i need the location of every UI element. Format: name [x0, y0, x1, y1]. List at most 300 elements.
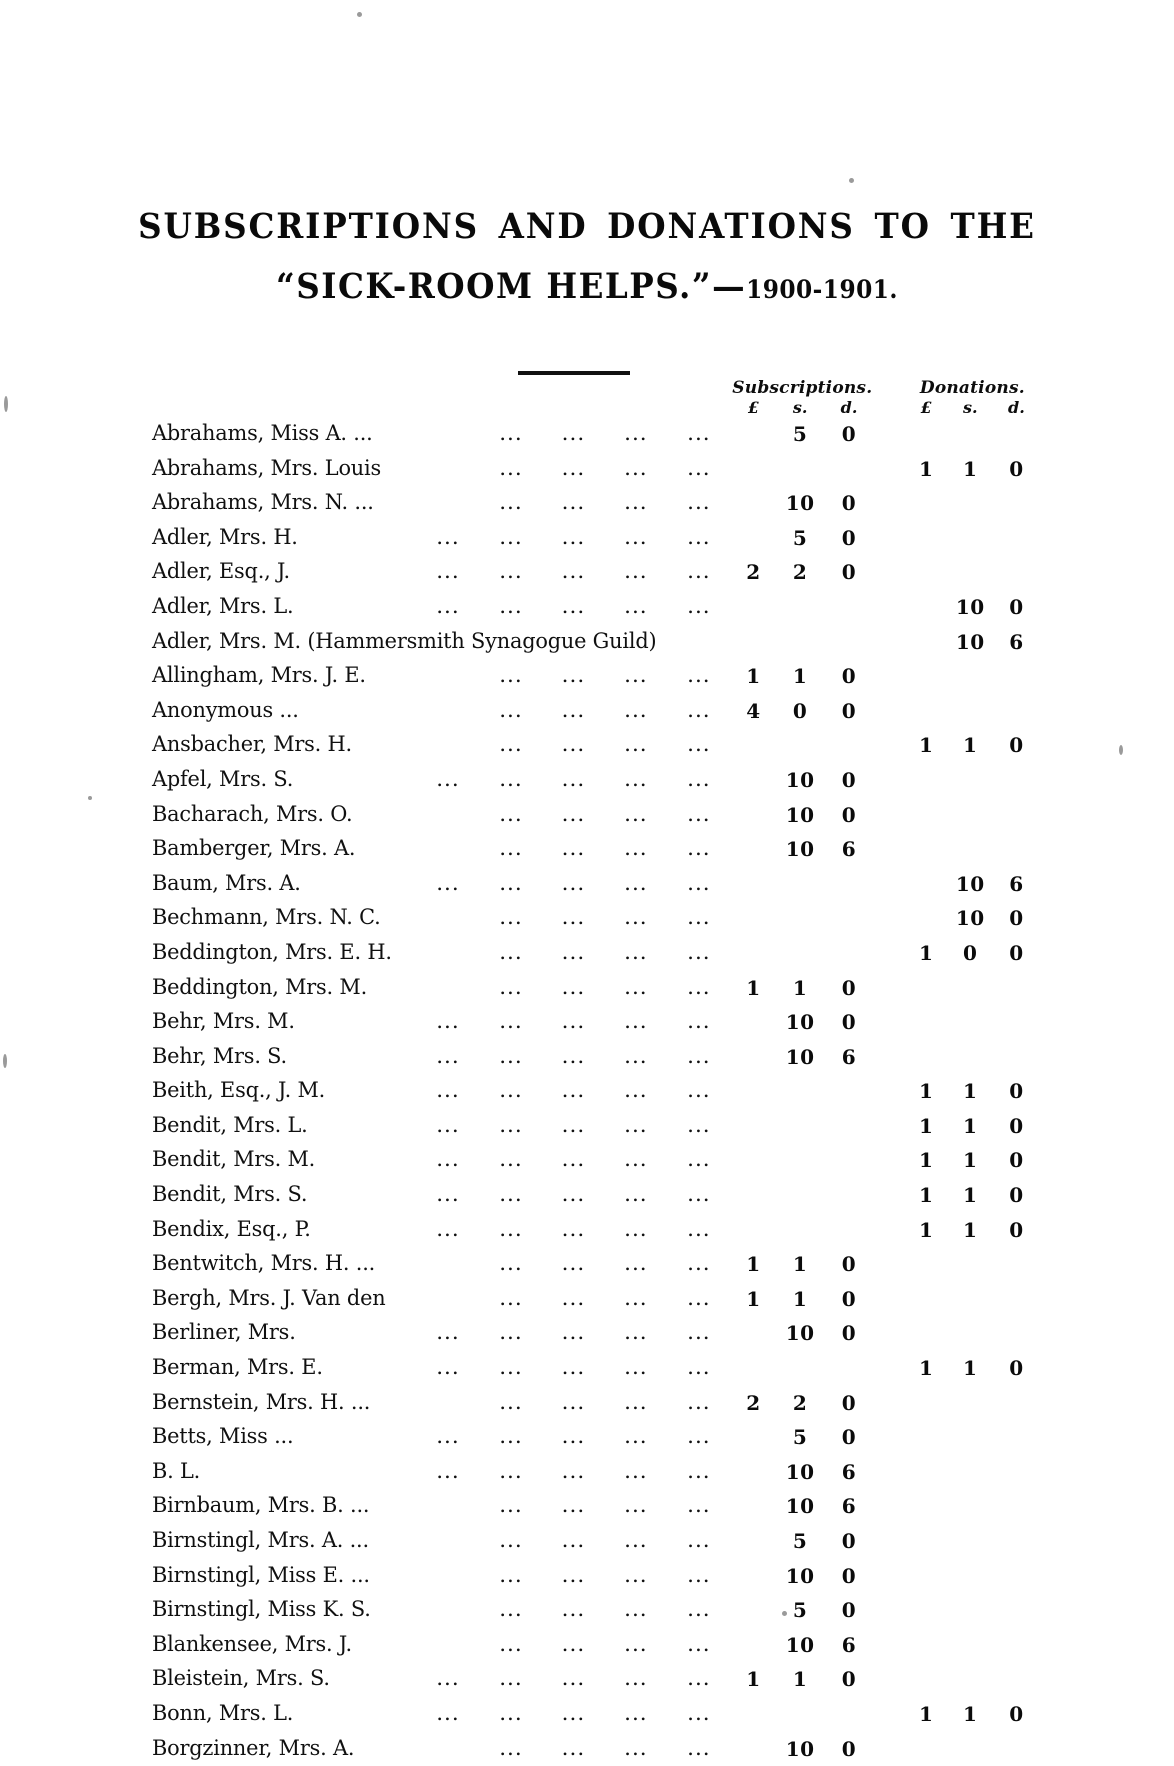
subscription-pounds	[731, 1524, 777, 1559]
column-gap	[874, 625, 905, 660]
leader-dots: ...	[499, 732, 523, 758]
leader-dots: ...	[499, 1320, 523, 1346]
donation-pounds	[905, 971, 948, 1006]
column-gap	[874, 590, 905, 625]
subscription-pence: 0	[841, 767, 857, 792]
subscription-shillings	[776, 867, 824, 902]
leader-dots: ...	[561, 732, 586, 758]
leader-dots: ...	[624, 1493, 648, 1519]
subscriber-name: Anonymous ...	[152, 697, 299, 723]
leader-dots: ...	[499, 1666, 523, 1692]
leader-dots: ...	[561, 1043, 586, 1069]
column-gap	[874, 798, 905, 833]
leader-dots: ...	[499, 1182, 523, 1208]
donation-shillings	[948, 1040, 993, 1075]
donation-pence	[993, 555, 1040, 590]
leader-dots: ...	[624, 939, 648, 965]
donation-pence	[993, 1455, 1040, 1490]
leader-dots: ...	[687, 663, 711, 689]
header-subscriptions-pence: d.	[840, 398, 858, 417]
leader-dots: ...	[624, 766, 648, 792]
leader-dots: ...	[499, 1251, 523, 1277]
donation-pence: 6	[1009, 871, 1024, 896]
donation-pence	[993, 694, 1040, 729]
subscriber-name: Behr, Mrs. S.	[152, 1043, 287, 1069]
donation-pence	[993, 1386, 1040, 1421]
leader-dots: ...	[561, 1493, 586, 1519]
donation-pence	[993, 1489, 1040, 1524]
subscription-pounds	[731, 521, 777, 556]
table-row	[152, 1213, 1040, 1248]
leader-dots: ...	[561, 697, 586, 723]
donation-pence: 0	[1009, 940, 1024, 965]
leader-dots: ...	[624, 1528, 648, 1553]
leader-dots: ...	[436, 1078, 460, 1104]
column-gap	[874, 1697, 905, 1732]
subscription-pounds	[731, 763, 777, 798]
leader-dots: ...	[624, 974, 648, 1000]
subscription-shillings: 5	[792, 422, 808, 446]
subscription-shillings: 5	[792, 1598, 808, 1623]
leader-dots: ...	[561, 870, 586, 896]
subscription-pence	[824, 452, 874, 487]
leader-dots: ...	[436, 593, 460, 619]
leader-dots: ...	[687, 974, 711, 1000]
column-gap	[874, 555, 905, 590]
subscription-shillings: 2	[792, 560, 808, 585]
donation-pounds	[905, 763, 948, 798]
table-row	[152, 590, 1040, 625]
subscription-shillings	[776, 1178, 824, 1213]
column-gap	[874, 1524, 905, 1559]
subscription-pounds: 2	[746, 1390, 761, 1415]
subscription-pounds: 4	[746, 698, 761, 723]
donation-shillings: 1	[963, 1217, 978, 1242]
subscription-pounds: 1	[746, 664, 761, 689]
donation-shillings	[948, 1628, 993, 1663]
leader-dots: ...	[687, 421, 711, 446]
subscription-pounds	[731, 1040, 777, 1075]
donation-pounds	[905, 1386, 948, 1421]
subscription-pence: 0	[841, 1667, 857, 1692]
header-donations-pounds: £	[920, 398, 932, 417]
donation-pounds	[905, 555, 948, 590]
leader-dots: ...	[499, 1078, 523, 1104]
donation-pence	[993, 1040, 1040, 1075]
leader-dots: ...	[499, 1735, 523, 1761]
leader-dots: ...	[561, 1562, 586, 1588]
leader-dots: ...	[436, 1112, 460, 1138]
leader-dots: ...	[624, 1009, 648, 1035]
donation-shillings	[948, 1524, 993, 1559]
leader-dots: ...	[687, 1078, 711, 1104]
leader-dots: ...	[499, 939, 523, 965]
subscriber-name: Bendit, Mrs. L.	[152, 1112, 308, 1138]
subscriber-name: B. L.	[152, 1458, 201, 1484]
leader-dots: ...	[499, 421, 523, 446]
table-row	[152, 521, 1040, 556]
leader-dots: ...	[499, 1528, 523, 1553]
subscription-pounds	[731, 1351, 777, 1386]
subscription-shillings	[776, 728, 824, 763]
donation-pounds	[905, 417, 948, 452]
subscription-pence	[824, 1109, 874, 1144]
donation-pounds	[905, 659, 948, 694]
donation-shillings	[948, 694, 993, 729]
column-gap	[874, 867, 905, 902]
subscription-shillings: 10	[785, 837, 815, 862]
leader-dots: ...	[561, 1700, 586, 1726]
leader-dots: ...	[561, 766, 586, 792]
donation-shillings	[948, 1247, 993, 1282]
donation-shillings: 1	[963, 733, 978, 758]
subscription-shillings: 5	[792, 525, 808, 550]
table-row	[152, 728, 1040, 763]
donation-pounds	[905, 901, 948, 936]
leader-dots: ...	[561, 801, 586, 827]
donation-shillings	[948, 1316, 993, 1351]
donation-pounds	[905, 625, 948, 660]
donation-pence: 0	[1009, 1356, 1024, 1381]
donation-shillings: 0	[963, 940, 978, 965]
leader-dots: ...	[624, 1078, 648, 1104]
subscriber-name: Bentwitch, Mrs. H. ...	[152, 1251, 376, 1277]
donation-shillings	[948, 832, 993, 867]
column-group-subscriptions: Subscriptions.	[732, 378, 873, 398]
subscription-pence: 0	[841, 664, 857, 689]
leader-dots: ...	[561, 593, 586, 619]
donation-pounds	[905, 1247, 948, 1282]
subscription-pence: 0	[841, 1598, 857, 1623]
donation-pounds: 1	[919, 733, 934, 758]
donation-pounds: 1	[919, 940, 934, 965]
subscription-shillings: 10	[785, 1010, 815, 1035]
leader-dots: ...	[624, 1424, 648, 1450]
leader-dots: ...	[687, 1355, 711, 1381]
donation-shillings: 1	[963, 456, 978, 481]
subscription-pounds	[731, 1109, 777, 1144]
column-gap	[874, 936, 905, 971]
donation-pence: 6	[1009, 629, 1024, 654]
donation-pounds: 1	[919, 1356, 934, 1381]
leader-dots: ...	[561, 1355, 586, 1381]
subscriptions-donations-table	[152, 378, 1040, 1766]
leader-dots: ...	[624, 1666, 648, 1692]
leader-dots: ...	[499, 836, 523, 862]
column-gap	[874, 452, 905, 487]
leader-spacer	[416, 971, 479, 1006]
table-row	[152, 694, 1040, 729]
leader-dots: ...	[561, 1009, 586, 1035]
subscriber-name: Abrahams, Mrs. Louis	[152, 455, 382, 481]
column-gap	[874, 1489, 905, 1524]
donation-pence	[993, 659, 1040, 694]
leader-dots: ...	[561, 1320, 586, 1346]
subscription-shillings: 10	[785, 767, 815, 792]
scan-speck	[3, 1054, 7, 1068]
donation-pence	[993, 1662, 1040, 1697]
column-gap	[874, 659, 905, 694]
column-gap	[874, 521, 905, 556]
leader-dots: ...	[687, 1043, 711, 1069]
subscription-pounds	[731, 1178, 777, 1213]
subscription-pounds	[731, 1489, 777, 1524]
leader-dots: ...	[436, 1458, 460, 1484]
subscription-pence	[824, 867, 874, 902]
donation-pounds	[905, 486, 948, 521]
subscriber-name: Bleistein, Mrs. S.	[152, 1666, 330, 1692]
donation-shillings: 10	[955, 594, 985, 619]
subscriber-name: Abrahams, Mrs. N. ...	[152, 490, 374, 516]
leader-dots: ...	[561, 836, 586, 862]
scan-speck	[357, 12, 362, 17]
table-row	[152, 555, 1040, 590]
donation-shillings: 1	[963, 1113, 978, 1138]
leader-dots: ...	[436, 870, 460, 896]
leader-dots: ...	[436, 766, 460, 792]
leader-dots: ...	[499, 593, 523, 619]
subscription-pence: 0	[841, 491, 857, 516]
subscriber-name: Ansbacher, Mrs. H.	[152, 732, 352, 758]
donation-pence: 0	[1009, 456, 1024, 481]
subscriber-name: Beddington, Mrs. E. H.	[152, 939, 392, 965]
table-row	[152, 1559, 1040, 1594]
donation-pence: 0	[1009, 1183, 1024, 1208]
donation-pounds	[905, 1593, 948, 1628]
subscription-pence	[824, 625, 874, 660]
donation-pounds	[905, 1662, 948, 1697]
subscription-pounds	[731, 1143, 777, 1178]
table-row	[152, 1247, 1040, 1282]
donation-shillings	[948, 1455, 993, 1490]
table-row	[152, 1178, 1040, 1213]
leader-dots: ...	[499, 455, 523, 481]
table-row	[152, 1732, 1040, 1766]
table-row	[152, 1662, 1040, 1697]
donation-shillings	[948, 417, 993, 452]
leader-spacer	[416, 1524, 479, 1559]
subscription-pounds	[731, 590, 777, 625]
leader-dots: ...	[436, 1424, 460, 1450]
subscriber-name: Birnstingl, Mrs. A. ...	[152, 1528, 369, 1553]
donation-pence	[993, 1628, 1040, 1663]
table-row	[152, 625, 1040, 660]
header-donations-pence: d.	[1008, 398, 1025, 417]
leader-dots: ...	[499, 1493, 523, 1519]
subscription-pounds	[731, 486, 777, 521]
leader-dots: ...	[624, 1355, 648, 1381]
leader-dots: ...	[687, 1182, 711, 1208]
donation-pounds: 1	[919, 1113, 934, 1138]
subscription-shillings	[776, 625, 824, 660]
subscription-pence: 0	[841, 698, 857, 723]
subscription-pounds	[731, 1559, 777, 1594]
donation-pence: 0	[1009, 1113, 1024, 1138]
donation-pence: 0	[1009, 1217, 1024, 1242]
leader-dots: ...	[499, 697, 523, 723]
column-gap	[874, 1455, 905, 1490]
leader-spacer	[416, 1628, 479, 1663]
leader-dots: ...	[561, 559, 586, 585]
subscription-pence	[824, 1213, 874, 1248]
leader-dots: ...	[687, 490, 711, 516]
donation-pence: 0	[1009, 733, 1024, 758]
subscriber-name: Bergh, Mrs. J. Van den	[152, 1285, 386, 1311]
leader-dots: ...	[561, 1182, 586, 1208]
leader-dots: ...	[561, 455, 586, 481]
donation-shillings	[948, 1386, 993, 1421]
leader-dots: ...	[624, 801, 648, 827]
leader-dots: ...	[499, 1458, 523, 1484]
donation-shillings	[948, 1420, 993, 1455]
leader-spacer	[416, 1732, 479, 1766]
leader-spacer	[416, 417, 479, 452]
donation-pence	[993, 486, 1040, 521]
leader-spacer	[416, 798, 479, 833]
table-row	[152, 1005, 1040, 1040]
donation-pounds	[905, 1559, 948, 1594]
donation-pounds	[905, 1040, 948, 1075]
leader-dots: ...	[436, 524, 460, 550]
donation-pounds	[905, 521, 948, 556]
subscription-shillings	[776, 936, 824, 971]
column-gap	[874, 728, 905, 763]
leader-dots: ...	[499, 1389, 523, 1415]
leader-dots: ...	[561, 1735, 586, 1761]
subscriber-name: Bechmann, Mrs. N. C.	[152, 905, 381, 931]
leader-dots: ...	[624, 455, 648, 481]
donation-pounds	[905, 1005, 948, 1040]
leader-dots: ...	[687, 870, 711, 896]
subscription-shillings: 10	[785, 1736, 815, 1761]
leader-dots: ...	[499, 559, 523, 585]
subscription-pounds	[731, 901, 777, 936]
subscription-pence: 6	[841, 1459, 857, 1484]
subscription-shillings	[776, 1351, 824, 1386]
leader-spacer	[416, 1247, 479, 1282]
donation-pence: 0	[1009, 1079, 1024, 1104]
column-gap	[874, 1178, 905, 1213]
subscription-shillings	[776, 1213, 824, 1248]
subscription-pence: 0	[841, 1529, 857, 1553]
donation-shillings	[948, 555, 993, 590]
leader-dots: ...	[687, 1009, 711, 1035]
column-gap	[874, 832, 905, 867]
leader-dots: ...	[561, 905, 586, 931]
donation-pounds	[905, 694, 948, 729]
leader-dots: ...	[687, 1424, 711, 1450]
leader-dots: ...	[624, 490, 648, 516]
leader-dots: ...	[561, 1147, 586, 1173]
column-gap	[874, 1143, 905, 1178]
subscription-pounds: 1	[746, 975, 761, 1000]
subscription-pounds	[731, 1697, 777, 1732]
leader-spacer	[416, 901, 479, 936]
column-gap	[874, 1005, 905, 1040]
donation-shillings: 10	[955, 629, 985, 654]
subscription-pence	[824, 1074, 874, 1109]
leader-dots: ...	[624, 1735, 648, 1761]
subscriber-name: Adler, Mrs. L.	[152, 593, 294, 619]
leader-dots: ...	[624, 1043, 648, 1069]
leader-dots: ...	[624, 1320, 648, 1346]
donation-shillings: 1	[963, 1701, 978, 1726]
horizontal-rule	[518, 371, 630, 375]
leader-dots: ...	[499, 1424, 523, 1450]
leader-dots: ...	[499, 1355, 523, 1381]
table-row	[152, 1109, 1040, 1144]
leader-dots: ...	[499, 663, 523, 689]
leader-dots: ...	[624, 1182, 648, 1208]
leader-dots: ...	[687, 1631, 711, 1657]
subscription-pence	[824, 590, 874, 625]
donation-shillings: 1	[963, 1183, 978, 1208]
leader-dots: ...	[561, 1216, 586, 1242]
donation-shillings: 1	[963, 1356, 978, 1381]
table-row	[152, 798, 1040, 833]
leader-dots: ...	[499, 905, 523, 931]
donation-pounds	[905, 1282, 948, 1317]
donation-pence	[993, 1282, 1040, 1317]
leader-dots: ...	[499, 1112, 523, 1138]
subscription-pounds	[731, 1593, 777, 1628]
leader-dots: ...	[499, 1597, 523, 1623]
leader-dots: ...	[624, 1251, 648, 1277]
donation-pence: 0	[1009, 1148, 1024, 1173]
leader-spacer	[416, 1282, 479, 1317]
subscription-pence: 6	[841, 1044, 857, 1069]
subscriber-name: Bendix, Esq., P.	[152, 1216, 311, 1242]
donation-pence	[993, 1247, 1040, 1282]
leader-dots: ...	[624, 1285, 648, 1311]
leader-dots: ...	[687, 939, 711, 965]
subscription-pence: 0	[841, 1563, 857, 1588]
table-row	[152, 763, 1040, 798]
donation-pence	[993, 521, 1040, 556]
subscription-pence	[824, 1351, 874, 1386]
leader-spacer	[416, 694, 479, 729]
subscription-pounds	[731, 867, 777, 902]
column-gap	[874, 486, 905, 521]
donation-pounds	[905, 1455, 948, 1490]
subscription-pence: 6	[841, 837, 857, 862]
column-gap	[874, 1662, 905, 1697]
leader-spacer	[416, 1386, 479, 1421]
donation-shillings	[948, 659, 993, 694]
donation-shillings	[948, 1732, 993, 1766]
donation-pounds: 1	[919, 1148, 934, 1173]
leader-dots: ...	[687, 1285, 711, 1311]
leader-dots: ...	[687, 1251, 711, 1277]
subscription-shillings: 5	[792, 1425, 808, 1450]
subscription-shillings: 10	[785, 1321, 815, 1346]
leader-dots: ...	[687, 1666, 711, 1692]
donation-shillings: 1	[963, 1079, 978, 1104]
subscription-pounds: 2	[746, 560, 761, 585]
donation-shillings: 10	[955, 871, 985, 896]
donation-pence	[993, 1559, 1040, 1594]
leader-dots: ...	[561, 1597, 586, 1623]
subscriber-name: Birnbaum, Mrs. B. ...	[152, 1493, 370, 1519]
donation-pounds	[905, 1732, 948, 1766]
donation-shillings	[948, 763, 993, 798]
page-title-quoted: “SICK-ROOM HELPS.”—	[276, 266, 747, 307]
donation-pence	[993, 971, 1040, 1006]
leader-spacer	[416, 936, 479, 971]
table-row	[152, 971, 1040, 1006]
leader-dots: ...	[561, 421, 586, 446]
leader-spacer	[416, 486, 479, 521]
